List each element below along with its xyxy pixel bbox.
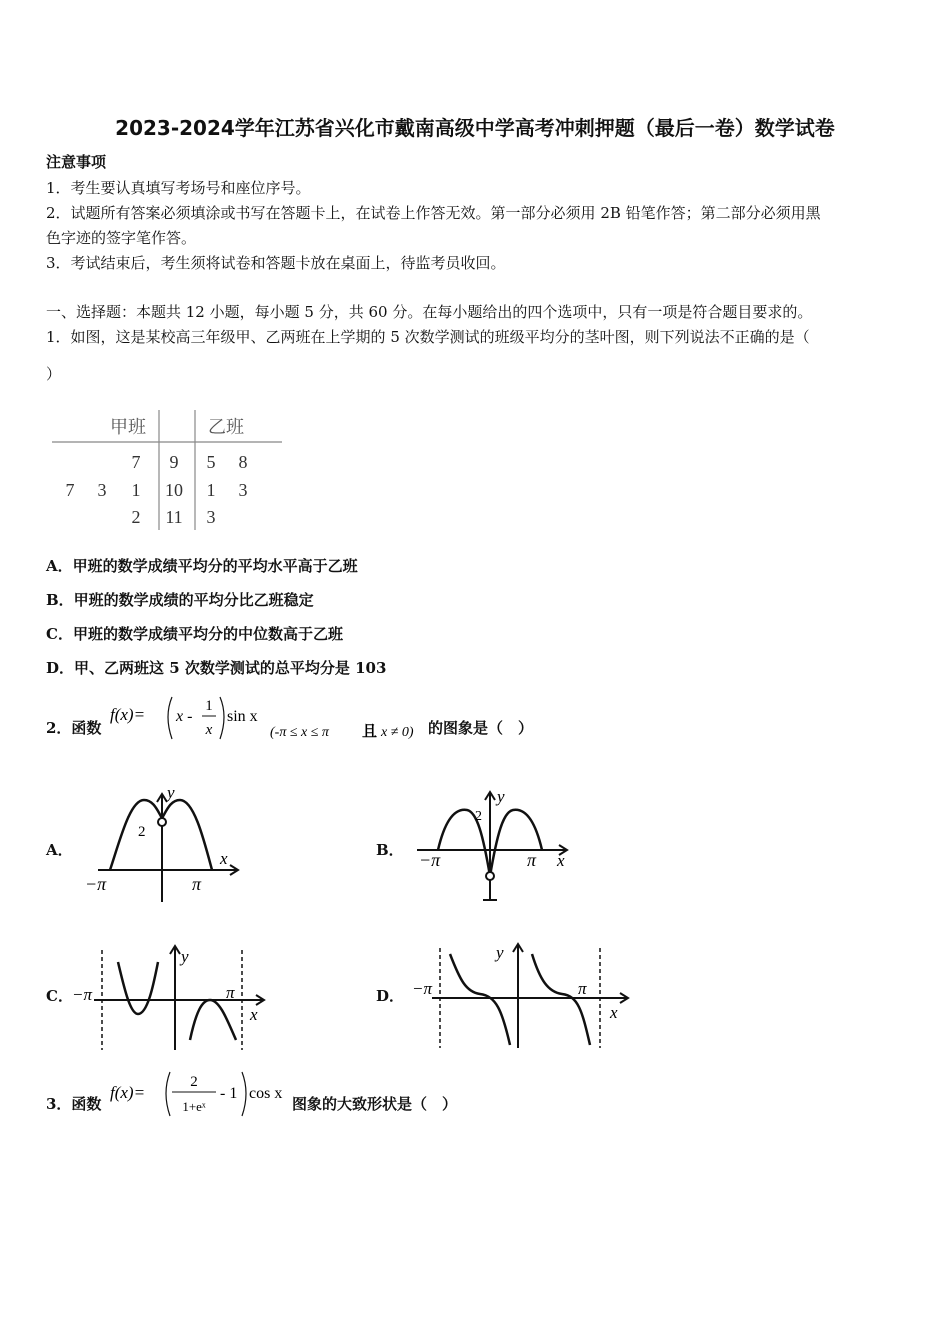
- stemleaf-stem: 10: [165, 480, 183, 500]
- q2-domain-tail: x ≠ 0): [381, 725, 414, 740]
- stemleaf-leaf: 7: [131, 452, 141, 472]
- graph-a: [80, 780, 250, 905]
- label-pi: π: [226, 983, 235, 1002]
- q2-suffix: 的图象是（ ）: [428, 719, 534, 737]
- q2-prefix: 2．函数: [46, 719, 102, 737]
- q2-domain: (-π ≤ x ≤ π: [270, 725, 329, 740]
- notice-item: 2．试题所有答案必须填涂或书写在答题卡上，在试卷上作答无效。第一部分必须用 2B 铅笔作答；第二部分必须用黑: [46, 204, 821, 222]
- stemleaf-leaf: 1: [206, 480, 216, 500]
- graph-b: [405, 780, 585, 905]
- q2-option-c-label: C．: [46, 987, 73, 1005]
- q2-func-sin: sin x: [227, 708, 258, 725]
- label-pi: π: [578, 979, 587, 998]
- q2-domain-and: 且: [362, 724, 378, 740]
- q3-func-lhs: f(x)=: [110, 1083, 146, 1102]
- label-neg-pi: −π: [72, 985, 92, 1004]
- stemleaf-leaf: 8: [238, 452, 248, 472]
- stemleaf-stem: 11: [165, 507, 183, 527]
- page-title: 2023-2024学年江苏省兴化市戴南高级中学高考冲刺押题（最后一卷）数学试卷: [115, 116, 835, 140]
- q1-option-c: C．甲班的数学成绩平均分的中位数高于乙班: [46, 625, 343, 643]
- q2-frac-den: x: [205, 722, 213, 738]
- label-x: x: [557, 851, 565, 870]
- label-y: y: [167, 783, 175, 802]
- stemleaf-leaf: 3: [97, 480, 107, 500]
- label-pi: π: [527, 850, 537, 870]
- q1-option-b: B．甲班的数学成绩的平均分比乙班稳定: [46, 591, 314, 609]
- q3-suffix: 图象的大致形状是（ ）: [292, 1095, 458, 1113]
- notice-item: 色字迹的签字笔作答。: [46, 229, 197, 247]
- stemleaf-leaf: 7: [65, 480, 75, 500]
- q3-frac-den: 1+eˣ: [182, 1099, 206, 1114]
- label-x: x: [610, 1003, 618, 1022]
- label-two: 2: [475, 809, 482, 824]
- q3-func-cos: cos x: [249, 1085, 283, 1102]
- stemleaf-right-header: 乙班: [208, 417, 244, 437]
- stem-leaf-plot: [50, 408, 290, 538]
- notice-heading: 注意事项: [46, 153, 107, 171]
- open-point: [486, 872, 494, 880]
- label-y: y: [497, 787, 505, 806]
- curve: [190, 1000, 236, 1040]
- label-x: x: [250, 1005, 258, 1024]
- q2-option-d-label: D．: [376, 987, 405, 1005]
- label-neg-pi: −π: [412, 979, 432, 998]
- paren-left: [166, 1072, 170, 1116]
- stemleaf-left-header: 甲班: [110, 417, 146, 437]
- label-y: y: [496, 943, 504, 962]
- curve: [532, 954, 590, 1045]
- graph-c: [72, 942, 272, 1054]
- stemleaf-leaf: 5: [206, 452, 216, 472]
- notice-item: 3．考试结束后，考生须将试卷和答题卡放在桌面上，待监考员收回。: [46, 254, 506, 272]
- stemleaf-leaf: 2: [131, 507, 141, 527]
- paren-right: [220, 697, 224, 739]
- open-point: [158, 818, 166, 826]
- label-pi: π: [192, 874, 202, 894]
- q2-func-lhs: f(x)=: [110, 705, 146, 724]
- q1-option-a: A．甲班的数学成绩平均分的平均水平高于乙班: [46, 557, 358, 575]
- q2-formula: [108, 692, 438, 746]
- stemleaf-leaf: 3: [206, 507, 216, 527]
- q3-minus-one: - 1: [220, 1085, 238, 1102]
- paren-right: [242, 1072, 246, 1116]
- q1-stem: 1．如图，这是某校高三年级甲、乙两班在上学期的 5 次数学测试的班级平均分的茎叶图，则下列说法不正确的是（: [46, 328, 810, 346]
- q3-prefix: 3．函数: [46, 1095, 102, 1113]
- label-neg-pi: −π: [85, 874, 107, 894]
- q3-formula: [108, 1068, 293, 1120]
- q2-frac-num: 1: [205, 698, 213, 714]
- stemleaf-leaf: 1: [131, 480, 141, 500]
- stemleaf-stem: 9: [169, 452, 179, 472]
- q2-func-x: x -: [176, 708, 193, 725]
- curve: [118, 962, 158, 1014]
- q2-option-a-label: A．: [46, 841, 73, 859]
- paren-left: [168, 697, 172, 739]
- stemleaf-leaf: 3: [238, 480, 248, 500]
- q2-option-b-label: B．: [376, 841, 404, 859]
- q1-option-d: D．甲、乙两班这 5 次数学测试的总平均分是 103: [46, 659, 387, 677]
- q1-stem-end: ）: [46, 365, 62, 383]
- q3-frac-num: 2: [190, 1074, 198, 1090]
- label-y: y: [181, 947, 189, 966]
- label-two: 2: [138, 824, 146, 840]
- notice-item: 1．考生要认真填写考场号和座位序号。: [46, 179, 311, 197]
- label-neg-pi: −π: [419, 850, 441, 870]
- label-x: x: [220, 849, 228, 868]
- curve: [450, 954, 510, 1045]
- graph-d: [410, 940, 635, 1052]
- section-heading: 一、选择题：本题共 12 小题，每小题 5 分，共 60 分。在每小题给出的四个选项中，只有一项是符合题目要求的。: [46, 303, 813, 321]
